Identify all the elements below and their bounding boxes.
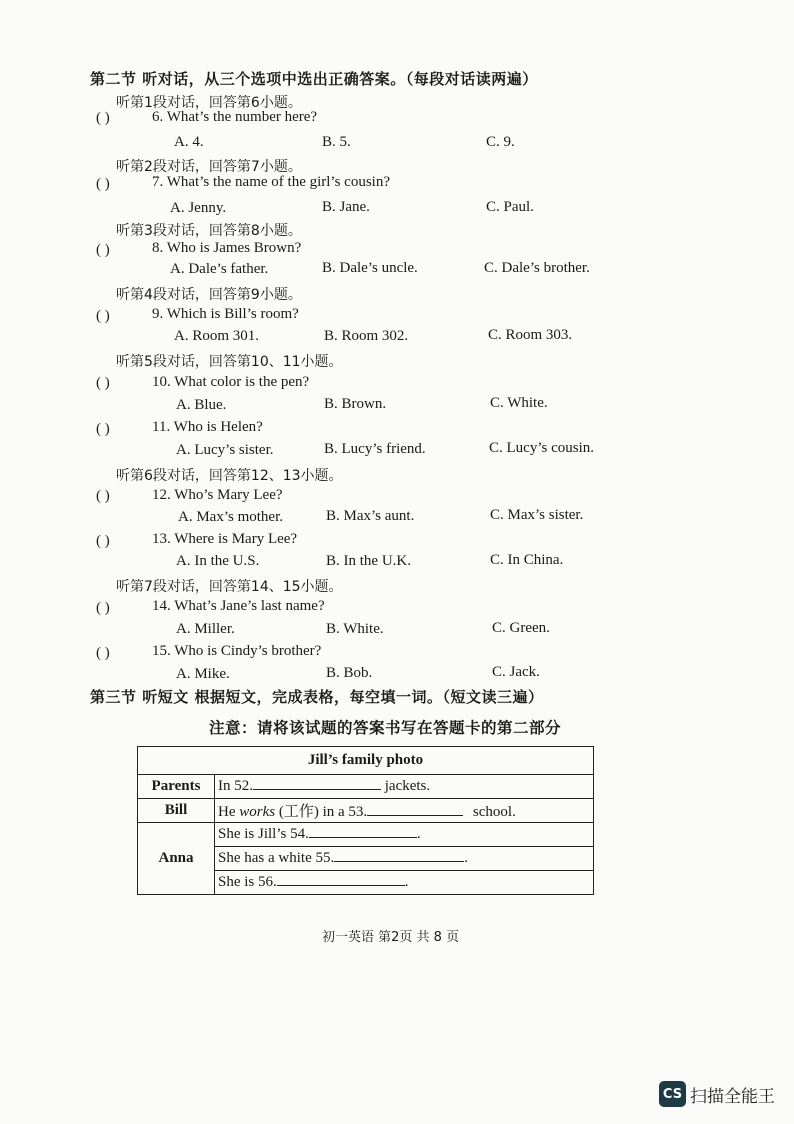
row-parents (215, 775, 594, 799)
dialog-intro-4: 听第4段对话，回答第9小题。 (116, 287, 302, 303)
answer-blank-14[interactable]: ( ) (96, 600, 110, 616)
blank-52[interactable] (253, 779, 381, 790)
anna-line3-pre: She is 56. (218, 874, 277, 890)
row-label-anna: Anna (138, 823, 215, 895)
dialog-intro-6: 听第6段对话，回答第12、13小题。 (116, 468, 343, 484)
parents-post-text: jackets. (381, 778, 431, 794)
option-7c: C. Paul. (486, 199, 534, 215)
option-12b: B. Max’s aunt. (326, 508, 415, 524)
anna-line1-post: . (416, 826, 421, 842)
question-9: 9. Which is Bill’s room? (152, 306, 299, 322)
answer-blank-10[interactable]: ( ) (96, 375, 110, 391)
question-8: 8. Who is James Brown? (152, 240, 302, 256)
option-10c: C. White. (490, 395, 548, 411)
row-anna-3 (215, 871, 594, 895)
option-15a: A. Mike. (176, 666, 230, 682)
answer-blank-7[interactable]: ( ) (96, 176, 110, 192)
option-15b: B. Bob. (326, 665, 373, 681)
option-7b: B. Jane. (322, 199, 370, 215)
option-6c: C. 9. (486, 134, 515, 150)
question-6: 6. What’s the number here? (152, 109, 318, 125)
option-11b: B. Lucy’s friend. (324, 441, 426, 457)
camscanner-logo-icon: CS (659, 1081, 686, 1107)
option-13a: A. In the U.S. (176, 553, 260, 569)
option-14b: B. White. (326, 621, 384, 637)
row-label-parents: Parents (138, 775, 215, 799)
anna-line2-pre: She has a white 55. (218, 850, 335, 866)
option-6b: B. 5. (322, 134, 351, 150)
row-bill (215, 799, 594, 823)
blank-56[interactable] (277, 875, 405, 886)
camscanner-watermark (659, 1081, 775, 1107)
question-14: 14. What’s Jane’s last name? (152, 598, 325, 614)
section2-heading: 第二节 听对话，从三个选项中选出正确答案。（每段对话读两遍） (90, 70, 538, 88)
blank-55[interactable] (334, 851, 464, 862)
option-8c: C. Dale’s brother. (484, 260, 590, 276)
answer-blank-6[interactable]: ( ) (96, 110, 110, 126)
dialog-intro-2: 听第2段对话，回答第7小题。 (116, 159, 302, 175)
answer-blank-11[interactable]: ( ) (96, 421, 110, 437)
question-13: 13. Where is Mary Lee? (152, 531, 298, 547)
table-title: Jill’s family photo (138, 747, 594, 775)
blank-54[interactable] (309, 827, 417, 838)
option-14a: A. Miller. (176, 621, 235, 637)
dialog-intro-7: 听第7段对话，回答第14、15小题。 (116, 579, 343, 595)
option-13c: C. In China. (490, 552, 564, 568)
option-7a: A. Jenny. (170, 200, 227, 216)
parents-pre-text: In 52. (218, 778, 253, 794)
option-9b: B. Room 302. (324, 328, 409, 344)
anna-line1-pre: She is Jill’s 54. (218, 826, 309, 842)
option-8b: B. Dale’s uncle. (322, 260, 418, 276)
answer-blank-13[interactable]: ( ) (96, 533, 110, 549)
question-11: 11. Who is Helen? (152, 419, 263, 435)
answer-sheet-notice: 注意：请将该试题的答案书写在答题卡的第二部分 (209, 719, 562, 737)
row-anna-2 (215, 847, 594, 871)
row-anna-1 (215, 823, 594, 847)
option-6a: A. 4. (174, 134, 204, 150)
dialog-intro-1: 听第1段对话，回答第6小题。 (116, 95, 302, 111)
anna-line2-post: . (464, 850, 468, 866)
option-9c: C. Room 303. (488, 327, 573, 343)
row-label-bill: Bill (138, 799, 215, 823)
question-12: 12. Who’s Mary Lee? (152, 487, 283, 503)
section3-heading: 第三节 听短文 根据短文，完成表格，每空填一词。（短文读三遍） (90, 688, 544, 706)
bill-post-text: school. (469, 804, 516, 820)
option-15c: C. Jack. (492, 664, 540, 680)
option-10b: B. Brown. (324, 396, 387, 412)
dialog-intro-5: 听第5段对话，回答第10、11小题。 (116, 354, 343, 370)
dialog-intro-3: 听第3段对话，回答第8小题。 (116, 223, 302, 239)
answer-blank-8[interactable]: ( ) (96, 242, 110, 258)
option-9a: A. Room 301. (174, 328, 260, 344)
question-15: 15. Who is Cindy’s brother? (152, 643, 322, 659)
family-photo-table (137, 746, 594, 895)
bill-pre-text: He (218, 804, 240, 820)
option-12c: C. Max’s sister. (490, 507, 584, 523)
option-8a: A. Dale’s father. (170, 261, 269, 277)
answer-blank-12[interactable]: ( ) (96, 488, 110, 504)
question-7: 7. What’s the name of the girl’s cousin? (152, 174, 391, 190)
option-14c: C. Green. (492, 620, 550, 636)
option-12a: A. Max’s mother. (178, 509, 283, 525)
page-footer: 初一英语 第2页 共 8 页 (322, 930, 460, 945)
bill-paren-text: (工作) in a 53. (275, 804, 368, 820)
option-13b: B. In the U.K. (326, 553, 411, 569)
blank-53[interactable] (367, 805, 463, 816)
question-10: 10. What color is the pen? (152, 374, 310, 390)
answer-blank-15[interactable]: ( ) (96, 645, 110, 661)
bill-works-text: works (239, 804, 276, 820)
camscanner-label: 扫描全能王 (690, 1086, 775, 1107)
answer-blank-9[interactable]: ( ) (96, 308, 110, 324)
option-11c: C. Lucy’s cousin. (489, 440, 594, 456)
option-10a: A. Blue. (176, 397, 227, 413)
anna-line3-post: . (404, 874, 409, 890)
option-11a: A. Lucy’s sister. (176, 442, 274, 458)
